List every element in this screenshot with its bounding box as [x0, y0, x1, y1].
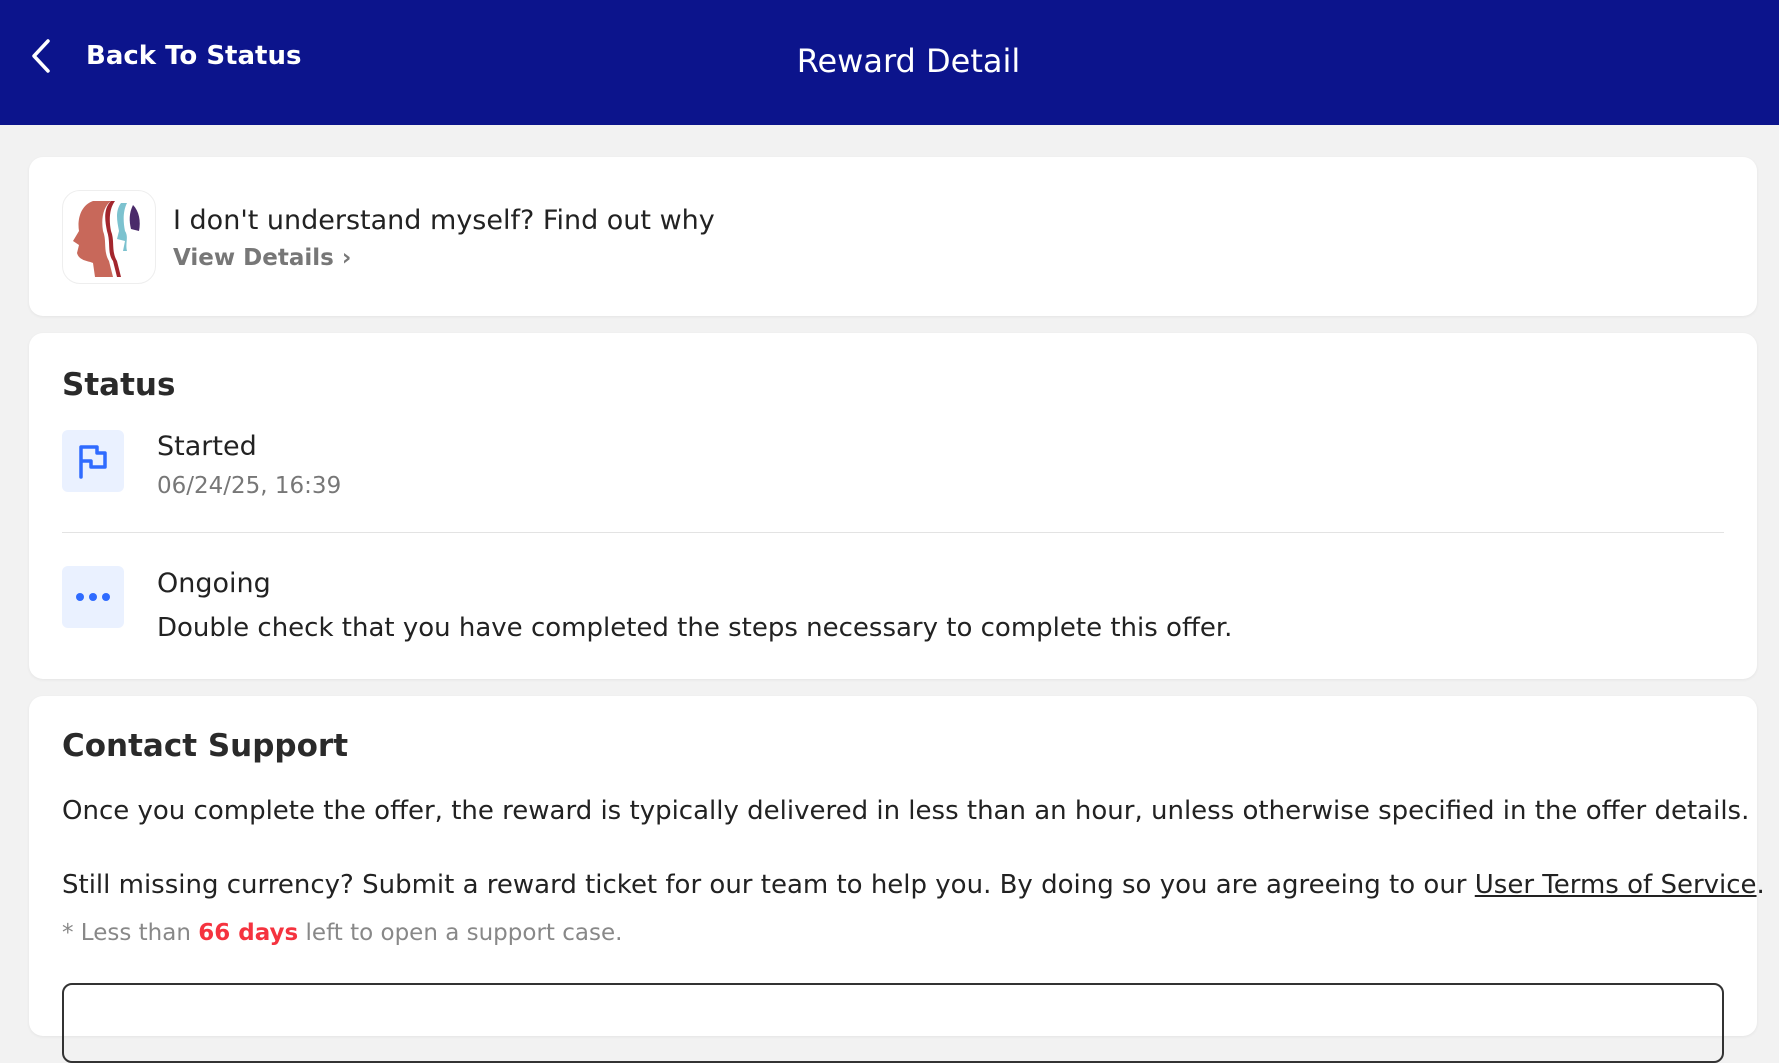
note-prefix: Less than: [73, 920, 199, 946]
offer-title: I don't understand myself? Find out why: [173, 205, 715, 236]
chevron-right-icon: ›: [341, 245, 352, 271]
step-label: Ongoing: [157, 568, 271, 599]
offer-logo: [62, 190, 156, 284]
contact-support-heading: Contact Support: [62, 728, 349, 764]
back-label: Back To Status: [86, 41, 302, 71]
contact-support-card: [29, 696, 1765, 1036]
asterisk: *: [62, 920, 74, 946]
support-paragraph: Once you complete the offer, the reward is typically delivered in less than an hour, unless otherwise specified in the offer details.: [62, 796, 1750, 826]
support-deadline-note: [62, 920, 622, 946]
terms-of-service-link[interactable]: User Terms of Service: [1474, 870, 1757, 900]
ellipsis-icon: [62, 566, 124, 628]
ticket-text: Still missing currency? Submit a reward ticket for our team to help you. By doing so you are agreeing to our: [62, 870, 1475, 900]
view-details-label: View Details: [173, 245, 334, 271]
view-details-link[interactable]: [173, 245, 351, 271]
note-suffix: left to open a support case.: [298, 920, 623, 946]
page-title: Reward Detail: [796, 42, 1021, 80]
divider: [62, 532, 1724, 533]
status-card: [29, 333, 1757, 679]
step-label: Started: [157, 431, 257, 462]
step-timestamp: 06/24/25, 16:39: [157, 473, 342, 499]
period: .: [1756, 870, 1765, 900]
status-heading: Status: [62, 367, 176, 403]
offer-card: [29, 157, 1757, 316]
header: [0, 0, 1779, 125]
support-ticket-paragraph: [62, 870, 1765, 900]
step-description: Double check that you have completed the steps necessary to complete this offer.: [157, 613, 1233, 643]
days-left: 66 days: [198, 920, 299, 946]
flag-icon: [62, 430, 124, 492]
support-ticket-button[interactable]: [62, 983, 1724, 1063]
